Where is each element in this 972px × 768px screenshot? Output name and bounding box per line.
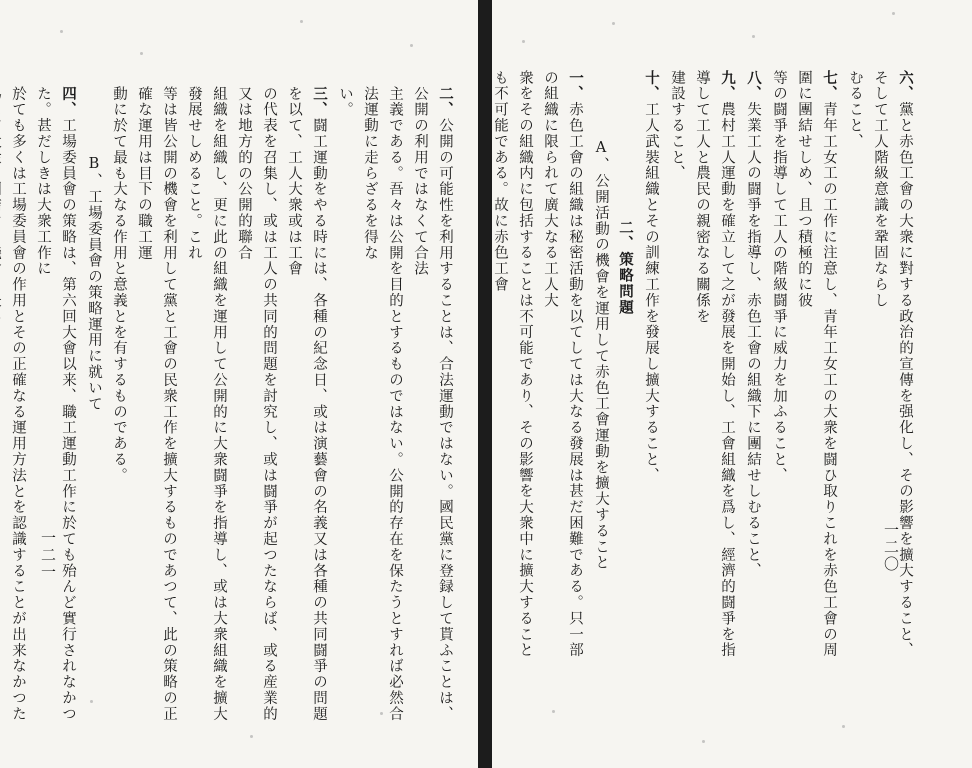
line-text: 工場委員會の策略は、第六回大會以来、職工運動工作に於ても殆んど實行されなかつた。甚だしきは大衆工作に (35, 86, 76, 723)
line-text: A、公開活動の機會を運用して赤色工會運動を擴大すること (593, 140, 609, 571)
text-line (740, 70, 766, 660)
subsection-heading (81, 86, 106, 726)
text-line (791, 70, 842, 660)
line-text: 工人武裝組織とその訓練工作を發展し擴大すること、 (643, 101, 659, 484)
scan-speck (90, 700, 93, 703)
line-text: 青年工女工の工作に注意し、青年工女工の大衆を闘ひ取りこれを赤色工會の周圍に團結せしめ、且つ積極的に彼 (796, 70, 837, 659)
scan-speck (842, 725, 845, 728)
item-number: 六、 (897, 70, 914, 102)
line-text: 公開の可能性を利用することは、合法運動ではない。國民黨に登録して貰ふことは、公開の利用ではなくて合法 (412, 86, 453, 723)
line-text: 等の闘爭を指導して工人の階級闘爭に威力を加ふること、 (771, 70, 787, 484)
text-line (537, 70, 588, 660)
text-line (30, 86, 81, 726)
text-line (638, 70, 664, 660)
item-number: 三、 (311, 86, 328, 118)
line-text: 組織を組織し、更に此の組織を運用して公開的に大衆闘爭を指導し、或は大衆組織を擴大發展せしめること。これ (186, 86, 227, 722)
line-text: 黨と赤色工會の大衆に對する政治的宣傳を强化し、その影響を擴大すること、そして工人階級意識を鞏固ならし (872, 70, 913, 659)
right-page-number: 一二〇 (882, 522, 900, 573)
item-number: 十、 (643, 70, 660, 102)
text-line (332, 86, 357, 726)
scan-speck (892, 12, 895, 15)
scan-speck (612, 22, 615, 25)
scan-speck (522, 40, 525, 43)
item-number: 二、 (437, 86, 454, 118)
line-text: い。 (337, 86, 353, 118)
scan-speck (140, 52, 143, 55)
left-page (0, 0, 478, 768)
left-page-body (10, 86, 458, 726)
line-text: 主義である。吾々は公開を目的とするものではない。公開的存在を保たうとすれば必然合法運動に走らざるを得な (362, 86, 403, 722)
line-text: 赤色工會の組織は秘密活動を以てしては大なる發展は甚だ困難である。只一部の組織に限られて廣大なる工人大 (542, 70, 583, 659)
subsection-heading (588, 70, 613, 660)
scan-speck (380, 712, 383, 715)
line-text: 於ても多くは工場委員會の作用とその正確なる運用方法とを認識することが出来なかつた (10, 86, 26, 722)
text-line (407, 86, 458, 726)
item-number: 四、 (60, 86, 77, 118)
text-line (131, 86, 181, 726)
item-number: 九、 (719, 70, 736, 102)
line-text: 等は皆公開の機會を利用して黨と工會の民衆工作を擴大するものであつて、此の策略の正確な運用は目下の職工運 (136, 86, 177, 722)
scan-speck (250, 735, 253, 738)
line-text: 二、策略問題 (617, 220, 634, 316)
item-number: 八、 (745, 70, 762, 102)
scan-speck (702, 740, 705, 743)
right-page (492, 0, 972, 768)
item-number: 一、 (567, 70, 584, 102)
text-line (106, 86, 131, 726)
text-line (766, 70, 791, 660)
line-text: の代表を召集し、或は工人の共同的問題を討究し、或は闘爭が起つたならば、或る産業的又は地方的の公開的聯合 (236, 86, 277, 722)
scan-speck (552, 710, 555, 713)
text-line (0, 86, 30, 726)
left-page-number: 一二一 (39, 530, 57, 581)
text-line (281, 86, 332, 726)
right-page-body (492, 70, 918, 660)
scan-speck (752, 35, 755, 38)
line-text: B、工場委員會の策略運用に就いて (86, 156, 102, 412)
text-line (842, 70, 867, 660)
section-heading (613, 70, 638, 660)
line-text: 闘工運動をやる時には、各種の紀念日、或は演藝會の名義又は各種の共同闘爭の問題を以て、工人大衆或は工會 (286, 86, 327, 723)
line-text: 衆をその組織内に包括することは不可能であり、その影響を大衆中に擴大することも不可能である。故に赤色工會 (492, 70, 533, 659)
text-line (231, 86, 281, 726)
text-line (492, 70, 537, 660)
text-line (357, 86, 407, 726)
scan-speck (410, 44, 413, 47)
scan-speck (60, 30, 63, 33)
line-text: 失業工人の闘爭を指導し、赤色工會の組織下に團結せしむること、 (745, 101, 761, 579)
scan-speck (300, 20, 303, 23)
book-gutter (478, 0, 492, 768)
item-number: 七、 (821, 70, 838, 102)
text-line (181, 86, 231, 726)
line-text: むること、 (847, 70, 863, 150)
text-line (664, 70, 689, 660)
line-text: 農村工人運動を確立して之が發展を開始し、工會組織を爲し、經濟的闘爭を指導して工人と農民の親密なる關係を (694, 70, 735, 659)
line-text: 動に於て最も大なる作用と意義とを有するものである。 (111, 86, 127, 484)
text-line (689, 70, 740, 660)
line-text: 建設すること、 (669, 70, 685, 182)
